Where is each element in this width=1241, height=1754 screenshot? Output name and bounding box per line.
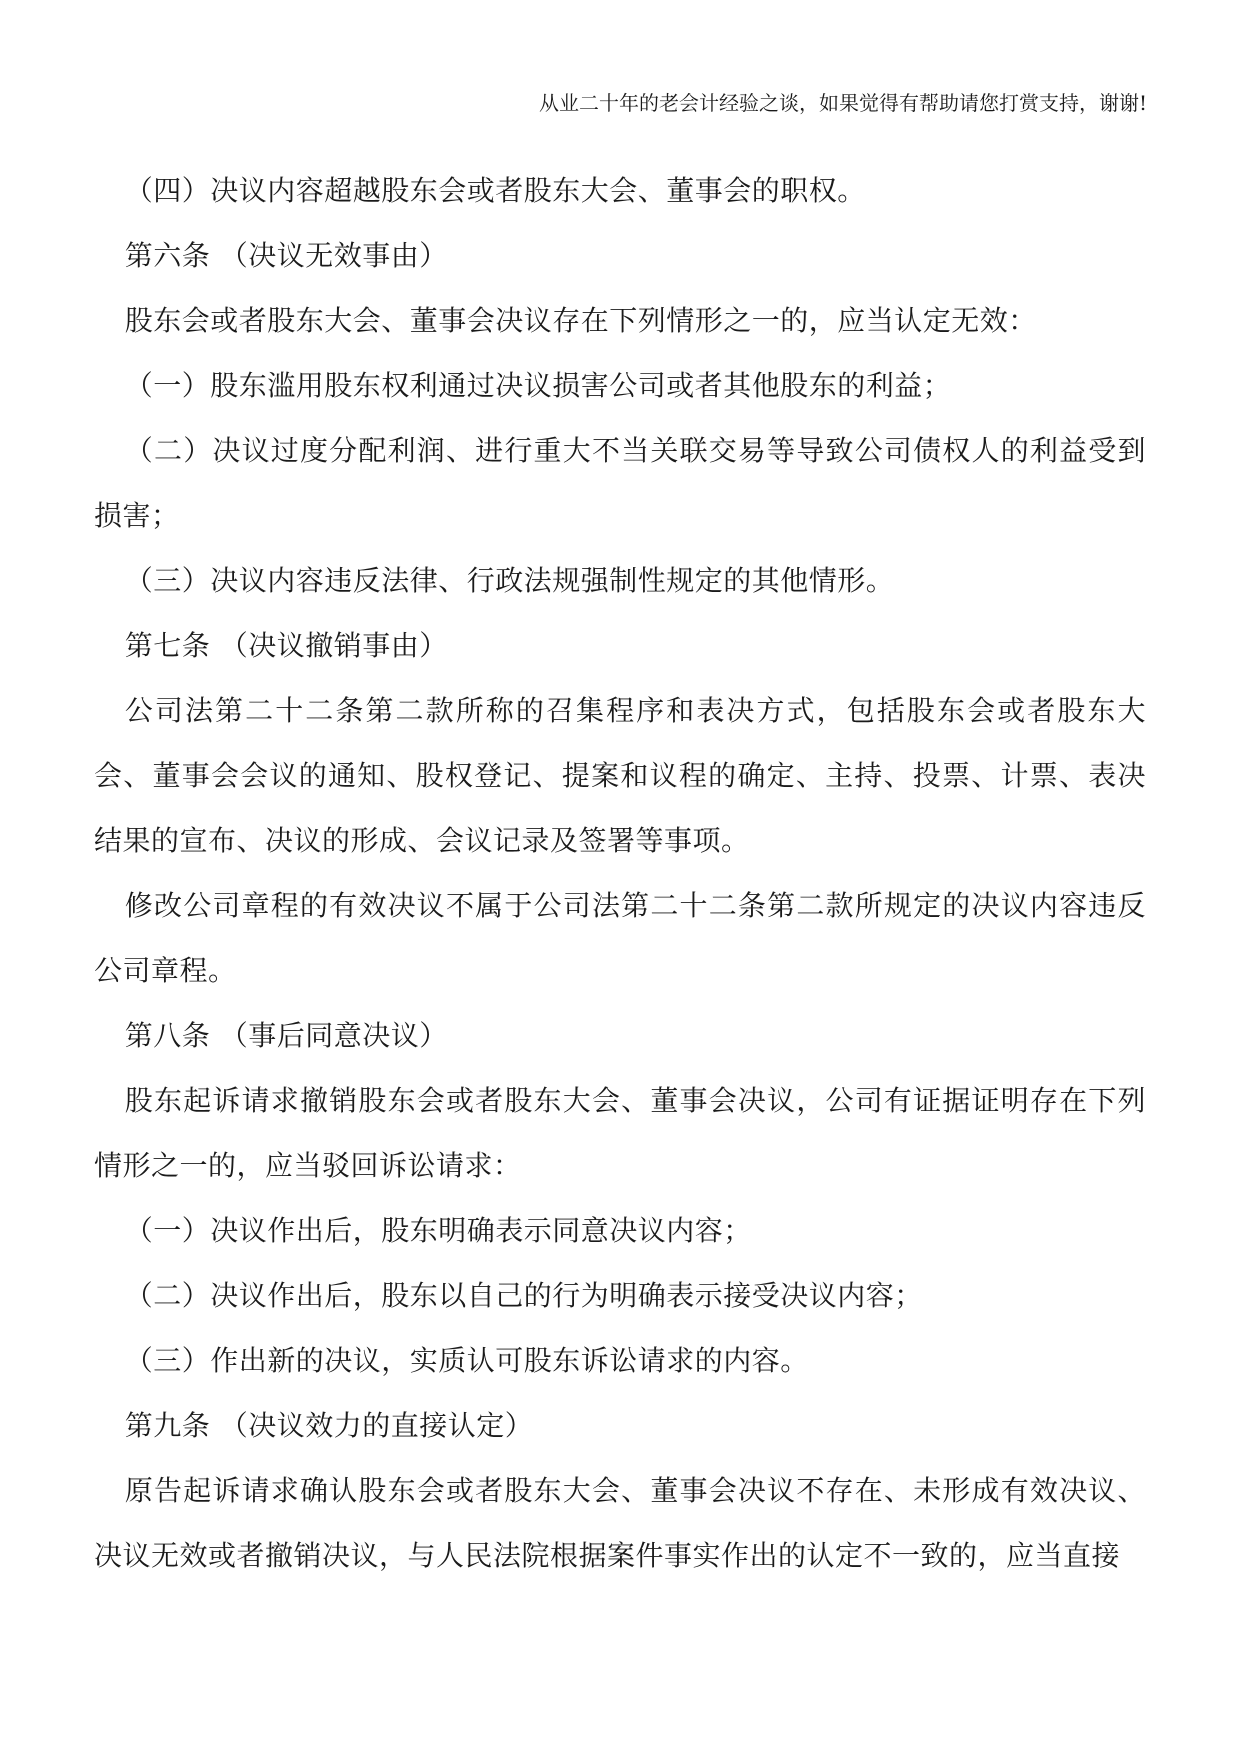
paragraph: 公司法第二十二条第二款所称的召集程序和表决方式，包括股东会或者股东大会、董事会会议的通知、股权登记、提案和议程的确定、主持、投票、计票、表决结果的宣布、决议的形成、会议记录及签署等事项。: [94, 694, 1146, 857]
article-heading: 第九条 （决议效力的直接认定）: [124, 1409, 534, 1442]
paragraph: （一）决议作出后，股东明确表示同意决议内容；: [124, 1214, 752, 1247]
paragraph: 股东起诉请求撤销股东会或者股东大会、董事会决议，公司有证据证明存在下列情形之一的，应当驳回诉讼请求：: [94, 1084, 1146, 1182]
paragraph: 修改公司章程的有效决议不属于公司法第二十二条第二款所规定的决议内容违反公司章程。: [94, 889, 1146, 987]
paragraph: （四）决议内容超越股东会或者股东大会、董事会的职权。: [124, 174, 866, 207]
paragraph: （一）股东滥用股东权利通过决议损害公司或者其他股东的利益；: [124, 369, 952, 402]
paragraph: 原告起诉请求确认股东会或者股东大会、董事会决议不存在、未形成有效决议、决议无效或者撤销决议，与人民法院根据案件事实作出的认定不一致的，应当直接: [94, 1474, 1146, 1572]
paragraph: （二）决议作出后，股东以自己的行为明确表示接受决议内容；: [124, 1279, 923, 1312]
paragraph: 股东会或者股东大会、董事会决议存在下列情形之一的，应当认定无效：: [124, 304, 1037, 337]
document-body: [94, 158, 1146, 1588]
article-heading: 第七条 （决议撤销事由）: [124, 629, 448, 662]
paragraph: （二）决议过度分配利润、进行重大不当关联交易等导致公司债权人的利益受到损害；: [94, 434, 1146, 532]
article-heading: 第六条 （决议无效事由）: [124, 239, 448, 272]
paragraph: （三）决议内容违反法律、行政法规强制性规定的其他情形。: [124, 564, 895, 597]
header-note: 从业二十年的老会计经验之谈，如果觉得有帮助请您打赏支持，谢谢!: [538, 91, 1147, 115]
article-heading: 第八条 （事后同意决议）: [124, 1019, 448, 1052]
paragraph: （三）作出新的决议，实质认可股东诉讼请求的内容。: [124, 1344, 809, 1377]
